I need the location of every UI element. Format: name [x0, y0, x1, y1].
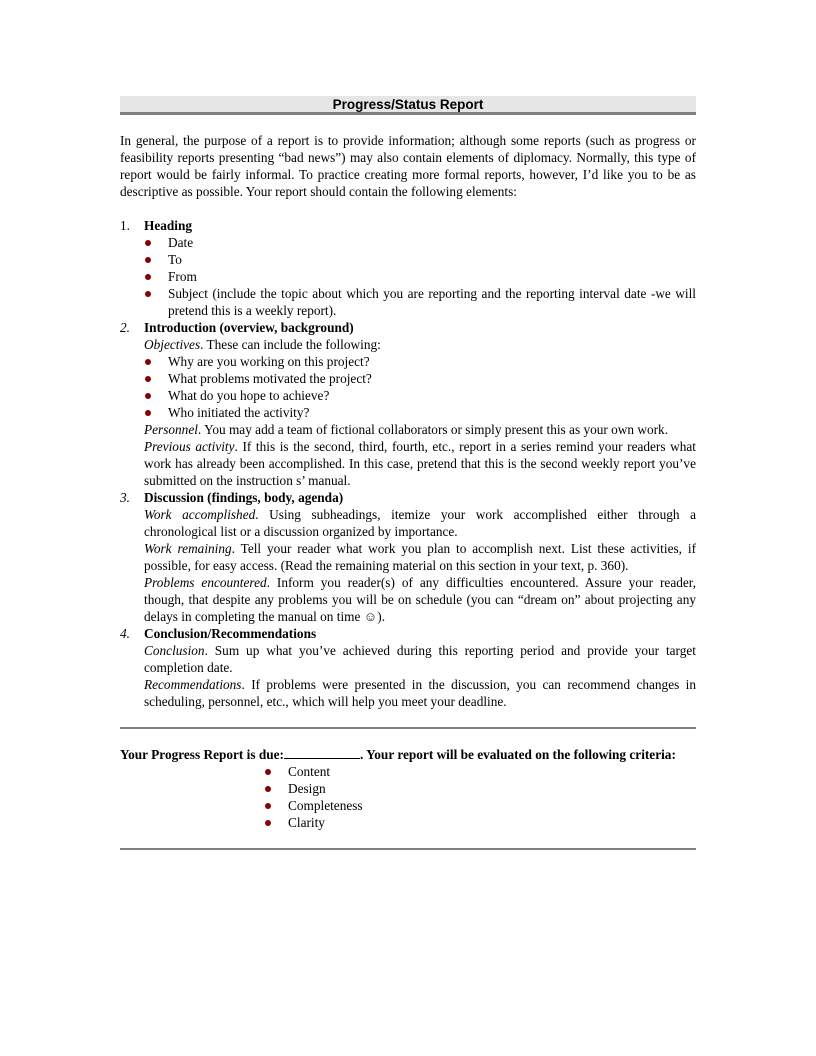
criteria-item: Content	[264, 763, 696, 780]
bullet-item: Who initiated the activity?	[144, 404, 696, 421]
conclusion-paragraph	[144, 642, 696, 676]
problems-paragraph	[144, 574, 696, 625]
section-heading	[120, 217, 696, 319]
recommendations-paragraph	[144, 676, 696, 710]
section-number: 3.	[120, 490, 130, 505]
divider	[120, 727, 696, 729]
due-prefix: Your Progress Report is due:	[120, 747, 284, 762]
criteria-list	[264, 763, 696, 831]
bullet-item: To	[144, 251, 696, 268]
previous-activity-paragraph	[144, 438, 696, 489]
problems-text: . Inform you reader(s) of any difficulties encountered. Assure your reader, though, that despite any problems you will be on schedule (you can “dream on” about projecting any delays in completing the manual on time ☺).	[144, 575, 696, 624]
due-date-blank	[284, 746, 360, 759]
objectives-label: Objectives	[144, 337, 201, 352]
section-number: 4.	[120, 626, 130, 641]
heading-bullets	[144, 234, 696, 319]
sections-list	[120, 217, 696, 710]
bullet-item: Why are you working on this project?	[144, 353, 696, 370]
section-number: 1.	[120, 218, 130, 233]
intro-paragraph: In general, the purpose of a report is to provide information; although some reports (such as progress or feasibility reports presenting “bad news”) may also contain elements of diplomacy. Normally, this type of report would be fairly informal. To practice creating more formal reports, however, I’d like you to be as descriptive as possible. Your report should contain the following elements:	[120, 133, 696, 199]
objectives-text: . These can include the following:	[200, 337, 381, 352]
bullet-item: From	[144, 268, 696, 285]
section-title: Conclusion/Recommendations	[144, 626, 317, 641]
recommendations-text: . If problems were presented in the discussion, you can recommend changes in scheduling, personnel, etc., which will help you meet your deadline.	[144, 677, 696, 709]
section-title: Heading	[144, 218, 193, 233]
section-number: 2.	[120, 320, 130, 335]
personnel-paragraph	[144, 421, 696, 438]
work-remaining-paragraph	[144, 540, 696, 574]
page-title: Progress/Status Report	[120, 96, 696, 115]
work-accomplished-paragraph	[144, 506, 696, 540]
section-title: Introduction (overview, background)	[144, 320, 354, 335]
due-statement	[120, 746, 696, 763]
section-title: Discussion (findings, body, agenda)	[144, 490, 344, 505]
personnel-label: Personnel	[144, 422, 198, 437]
bullet-item: What do you hope to achieve?	[144, 387, 696, 404]
work-accomplished-label: Work accomplished	[144, 507, 256, 522]
previous-activity-text: . If this is the second, third, fourth, etc., report in a series remind your readers what work has already been accomplished. In this case, pretend that this is the second weekly report you’ve submitted on the instruction s’ manual.	[144, 439, 696, 488]
criteria-item: Completeness	[264, 797, 696, 814]
previous-activity-label: Previous activity	[144, 439, 235, 454]
conclusion-label: Conclusion	[144, 643, 205, 658]
section-introduction	[120, 319, 696, 489]
work-remaining-text: . Tell your reader what work you plan to accomplish next. List these activities, if possible, for easy access. (Read the remaining material on this section in your text, p. 360).	[144, 541, 696, 573]
criteria-item: Design	[264, 780, 696, 797]
work-remaining-label: Work remaining	[144, 541, 232, 556]
section-conclusion	[120, 625, 696, 710]
document-page	[120, 96, 696, 850]
recommendations-label: Recommendations	[144, 677, 242, 692]
bullet-item: What problems motivated the project?	[144, 370, 696, 387]
problems-label: Problems encountered	[144, 575, 267, 590]
due-suffix: . Your report will be evaluated on the following criteria:	[360, 747, 676, 762]
section-discussion	[120, 489, 696, 625]
conclusion-text: . Sum up what you’ve achieved during this reporting period and provide your target completion date.	[144, 643, 696, 675]
objectives-paragraph	[144, 336, 696, 353]
divider	[120, 848, 696, 850]
personnel-text: . You may add a team of fictional collaborators or simply present this as your own work.	[197, 422, 669, 437]
bullet-item: Subject (include the topic about which you are reporting and the reporting interval date -we will pretend this is a weekly report).	[144, 285, 696, 319]
criteria-item: Clarity	[264, 814, 696, 831]
objectives-bullets	[144, 353, 696, 421]
bullet-item: Date	[144, 234, 696, 251]
work-accomplished-text: . Using subheadings, itemize your work accomplished either through a chronological list or a discussion organized by importance.	[144, 507, 696, 539]
